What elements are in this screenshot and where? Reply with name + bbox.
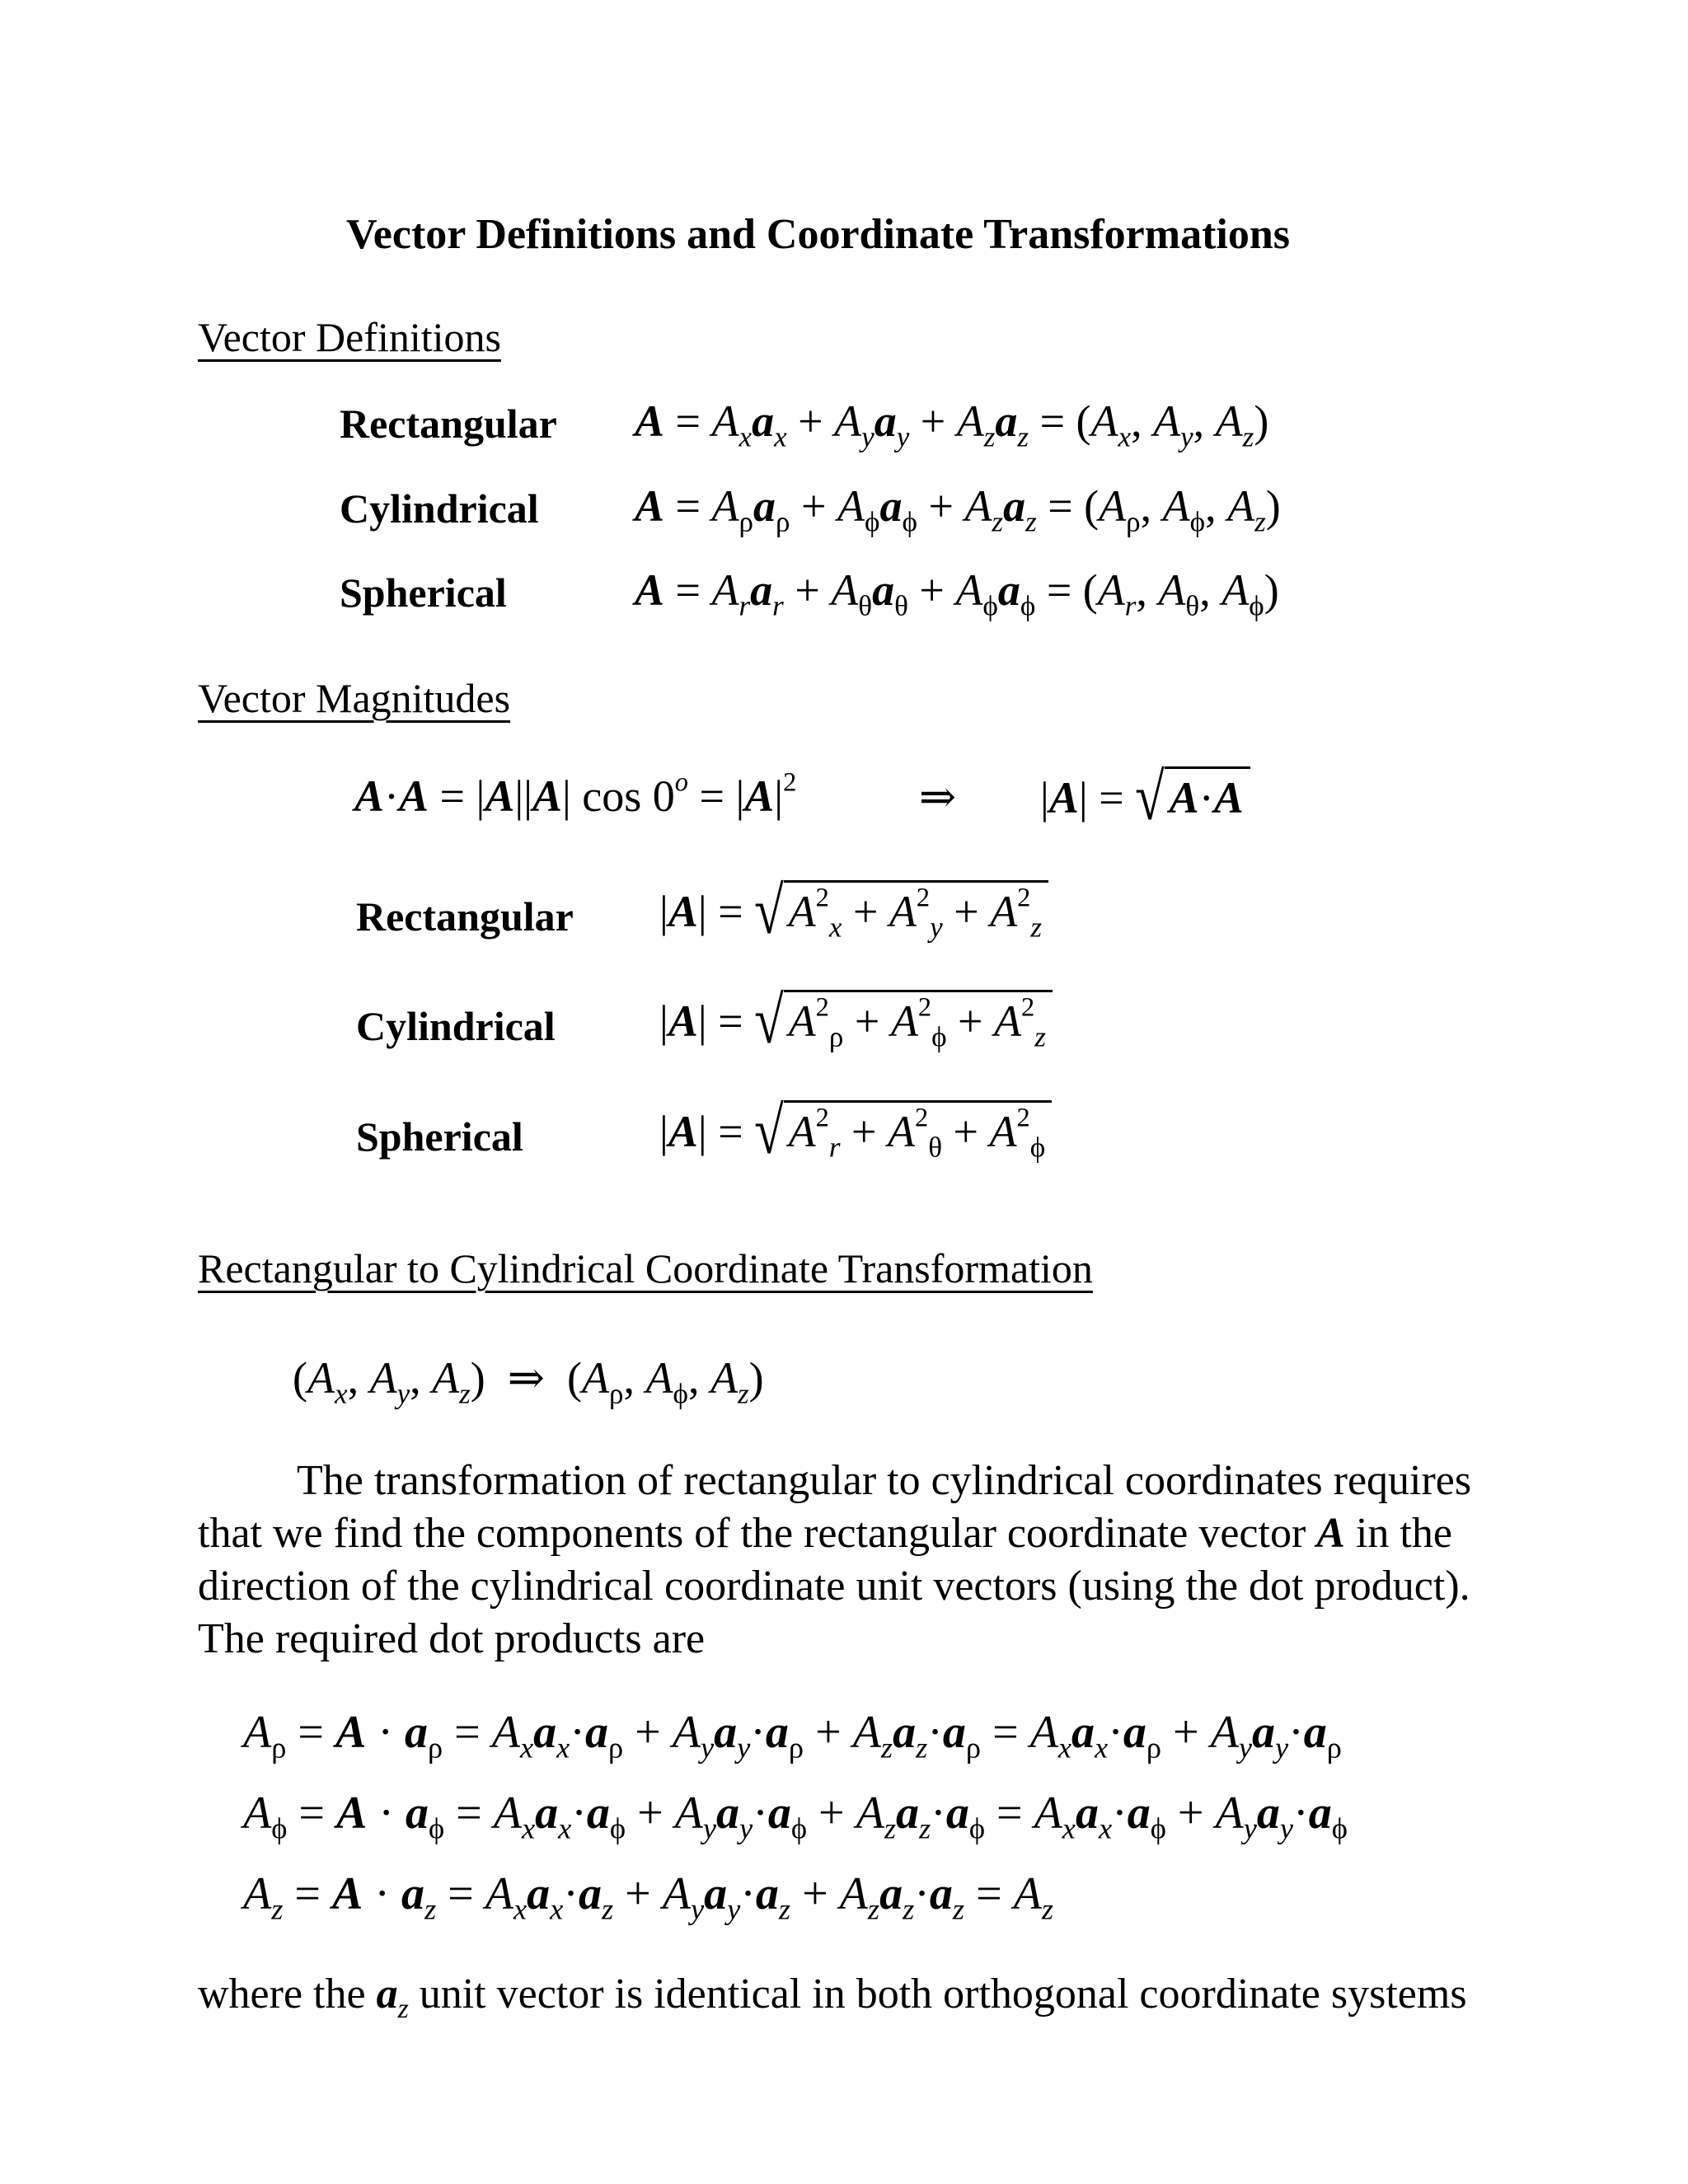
implies-arrow: ⇒	[919, 772, 957, 822]
equation-dot-product-self: A·A = |A||A| $\cos 0^o = |A|^2$	[354, 767, 797, 821]
paragraph-line: The required dot products are	[198, 1615, 706, 1662]
equation-a-z: $A_z = A \cdot a_z = A_xa_x\cdot a_z + A_ya_y\cdot a_z + A_za_z\cdot a_z = A_z$	[243, 1868, 1054, 1926]
equation-a-phi: $A_\phi = A \cdot a_\phi = A_xa_x\cdot a_\phi + A_ya_y\cdot a_\phi + A_za_z\cdot a_\phi = A_xa_x\cdot a_\phi + A_ya_y\cdot a_\phi$	[243, 1788, 1348, 1845]
unit-vector-subscript: z	[397, 1993, 409, 2024]
page-title: Vector Definitions and Coordinate Transformations	[346, 211, 1290, 258]
paragraph-text: in the	[1344, 1510, 1452, 1557]
paragraph-text: that we find the components of the rectangular coordinate vector	[198, 1510, 1317, 1557]
section-heading-vector-definitions: Vector Definitions	[198, 314, 501, 360]
equation-spherical-vector: $A = A_ra_r + A_\theta a_\theta + A_\phi a_\phi = (A_r$, $A_\theta$, $A_\phi$)	[635, 565, 1279, 622]
closing-text: unit vector is identical in both orthogonal coordinate systems	[408, 1971, 1467, 2018]
unit-vector-symbol: a	[376, 1971, 398, 2018]
label-cylindrical-def: Cylindrical	[340, 485, 539, 532]
explanation-paragraph	[198, 1455, 1574, 1666]
paragraph-line	[198, 1507, 1574, 1560]
equation-cylindrical-magnitude: |A| = √ $A^2_\rho + A^2_\phi + A^2_z$	[659, 990, 1053, 1052]
equation-magnitude-definition: |A| = √ A·A	[1040, 766, 1250, 829]
label-rectangular-mag: Rectangular	[356, 893, 574, 940]
equation-a-rho: $A_\rho = A \cdot a_\rho = A_xa_x\cdot a_\rho + A_ya_y\cdot a_\rho + A_za_z\cdot a_\rho = A_xa_x\cdot a_\rho + A_ya_y\cdot a_\rho$	[243, 1707, 1342, 1765]
paragraph-line: The transformation of rectangular to cylindrical coordinates requires	[297, 1457, 1472, 1504]
label-rectangular-def: Rectangular	[340, 401, 557, 447]
equation-rectangular-vector: $A = A_xa_x + A_ya_y + A_za_z = (A_x$, $A_y$, $A_z$)	[635, 396, 1269, 453]
equation-cylindrical-vector: $A = A_\rho a_\rho + A_\phi a_\phi + A_za_z = (A_\rho$, $A_\phi$, $A_z$)	[635, 481, 1281, 538]
section-heading-rect-to-cyl: Rectangular to Cylindrical Coordinate Transformation	[198, 1245, 1093, 1291]
equation-spherical-magnitude: |A| = √ $A^2_r + A^2_\theta + A^2_\phi$	[659, 1100, 1052, 1163]
label-spherical-def: Spherical	[340, 569, 507, 616]
equation-transformation-mapping: ($A_x$, $A_y$, $A_z$) ⇒ ($A_\rho$, $A_\phi$, $A_z$)	[293, 1353, 764, 1410]
vector-symbol: A	[1316, 1510, 1345, 1557]
closing-text: where the	[198, 1971, 377, 2018]
closing-sentence	[198, 1970, 1467, 2024]
label-cylindrical-mag: Cylindrical	[356, 1003, 556, 1049]
label-spherical-mag: Spherical	[356, 1113, 523, 1160]
paragraph-line: direction of the cylindrical coordinate unit vectors (using the dot product).	[198, 1563, 1470, 1610]
section-heading-vector-magnitudes: Vector Magnitudes	[198, 675, 511, 721]
equation-rectangular-magnitude: |A| = √ $A^2_x + A^2_y + A^2_z$	[659, 880, 1048, 943]
